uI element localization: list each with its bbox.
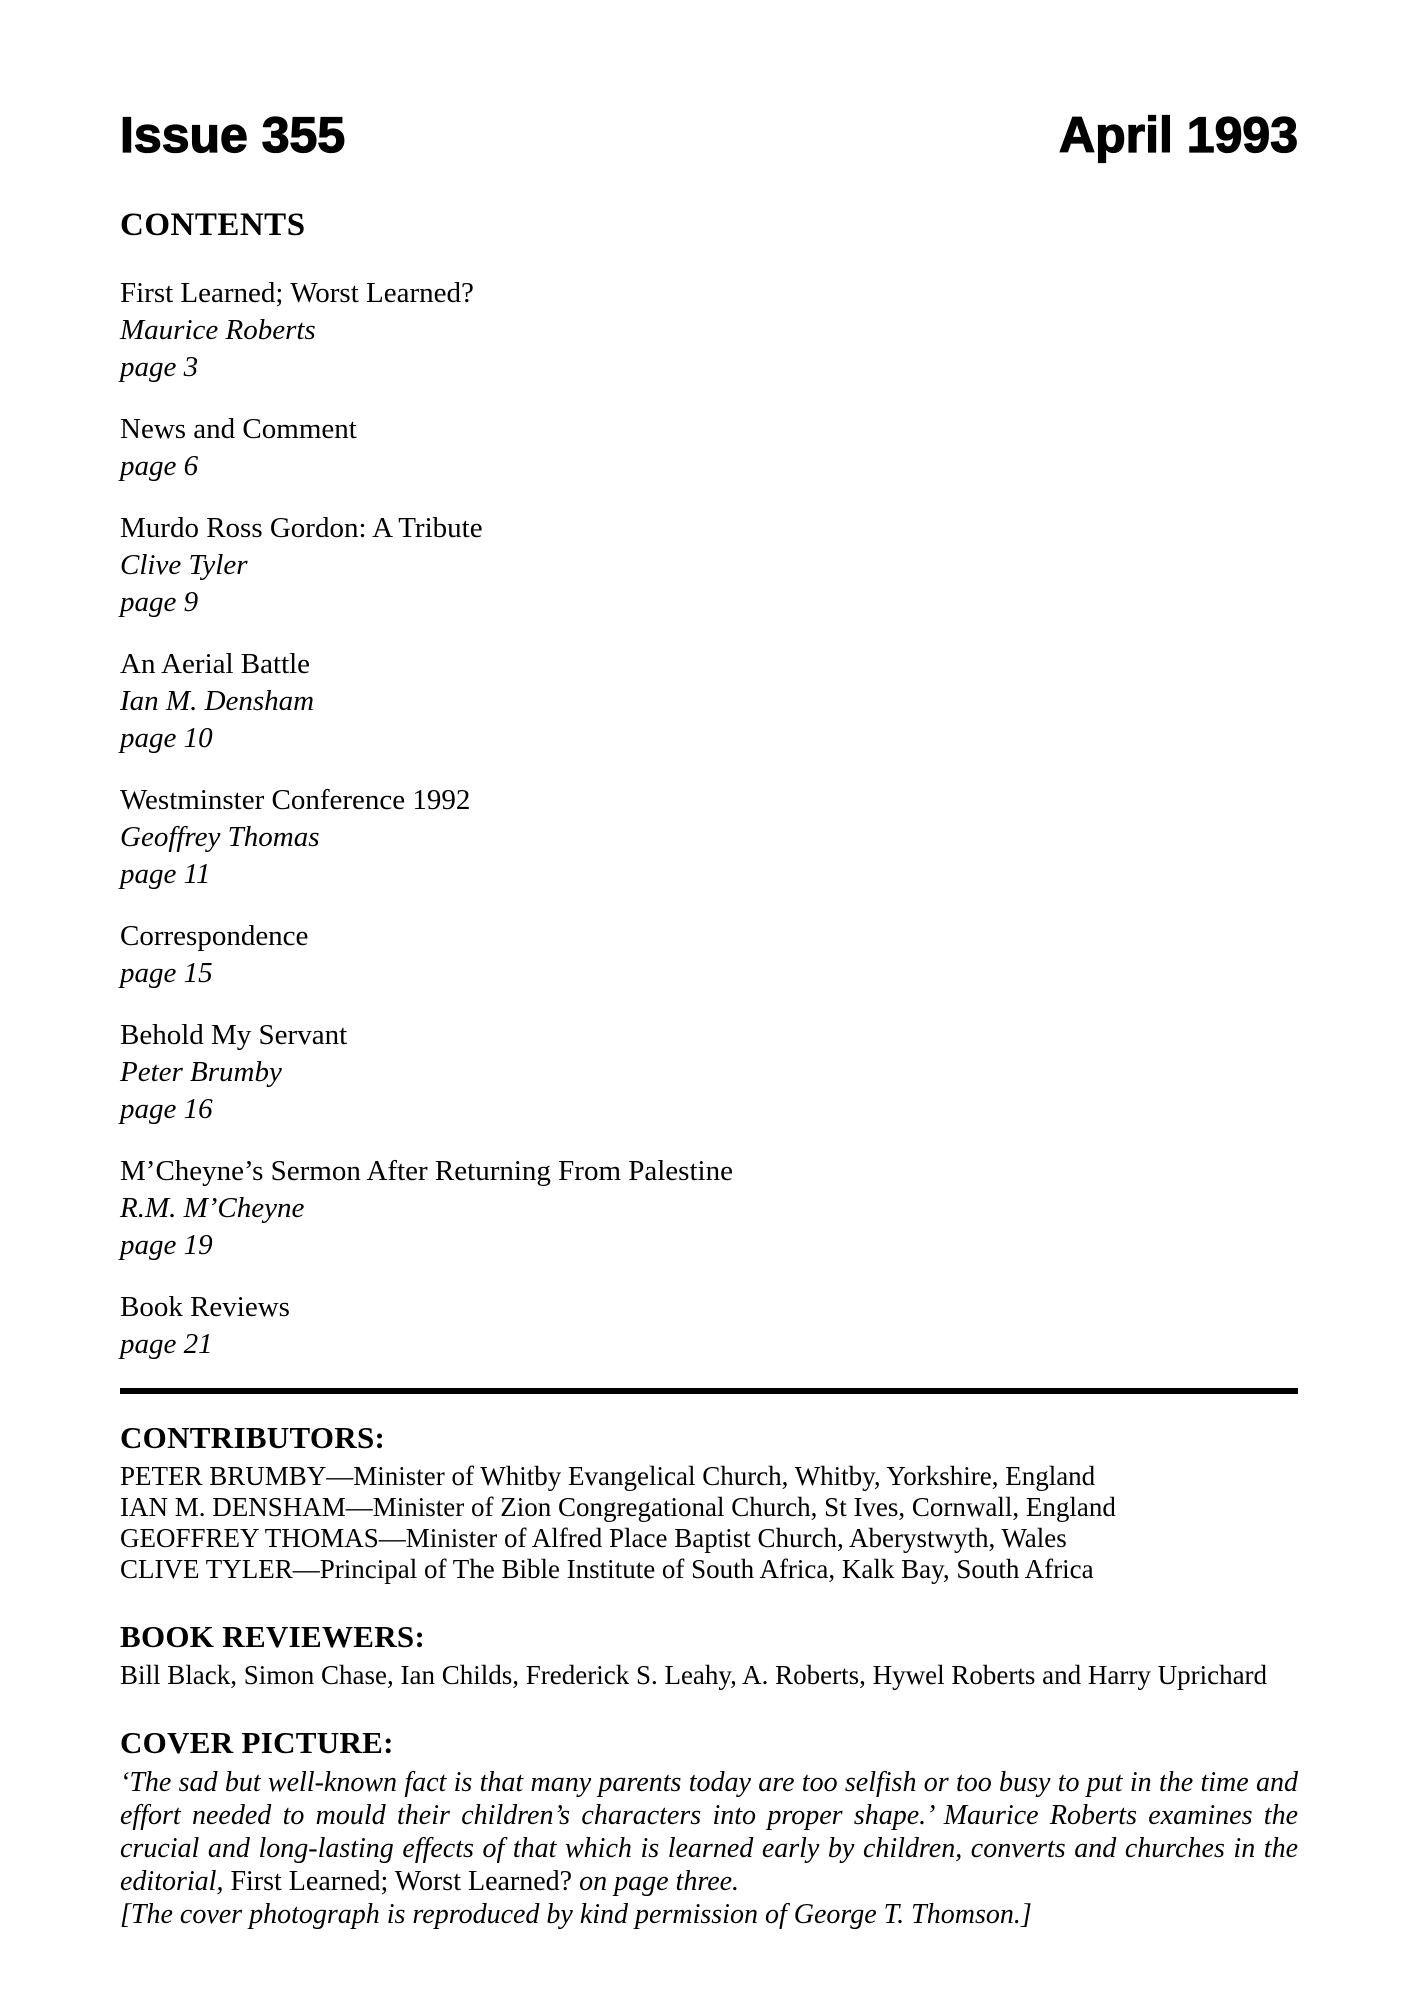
article-page: page 19 xyxy=(120,1229,213,1262)
cover-photo-credit: [The cover photograph is reproduced by kind permission of George T. Thomson.] xyxy=(120,1899,1032,1931)
contributors-heading: CONTRIBUTORS: xyxy=(120,1420,386,1456)
contents-item xyxy=(120,1153,1298,1264)
article-title: M’Cheyne’s Sermon After Returning From Palestine xyxy=(120,1155,733,1188)
article-page: page 16 xyxy=(120,1093,213,1126)
issue-number: Issue 355 xyxy=(120,107,346,163)
book-reviewers-section xyxy=(120,1619,1298,1691)
cover-article-title: First Learned; Worst Learned? xyxy=(230,1866,573,1898)
article-title: Murdo Ross Gordon: A Tribute xyxy=(120,512,483,545)
article-page: page 11 xyxy=(120,858,211,891)
cover-picture-section xyxy=(120,1725,1298,1931)
masthead xyxy=(120,108,1298,163)
article-page: page 3 xyxy=(120,351,199,384)
article-title: Westminster Conference 1992 xyxy=(120,784,471,817)
article-page: page 21 xyxy=(120,1328,213,1361)
cover-picture-description xyxy=(120,1766,1298,1898)
contents-item xyxy=(120,918,1298,992)
contents-item xyxy=(120,1289,1298,1363)
article-title: Book Reviews xyxy=(120,1291,290,1324)
article-title: News and Comment xyxy=(120,413,357,446)
book-reviewers-heading: BOOK REVIEWERS: xyxy=(120,1619,426,1655)
article-title: Correspondence xyxy=(120,920,309,953)
article-title: Behold My Servant xyxy=(120,1019,348,1052)
contents-item xyxy=(120,275,1298,386)
issue-date: April 1993 xyxy=(1058,107,1298,163)
cover-picture-heading: COVER PICTURE: xyxy=(120,1725,394,1761)
article-author: Ian M. Densham xyxy=(120,685,315,718)
article-page: page 9 xyxy=(120,586,199,619)
article-author: Peter Brumby xyxy=(120,1056,282,1089)
article-author: Clive Tyler xyxy=(120,549,248,582)
contributor-entry: IAN M. DENSHAM—Minister of Zion Congregational Church, St Ives, Cornwall, England xyxy=(120,1492,1116,1523)
article-author: Geoffrey Thomas xyxy=(120,821,320,854)
article-page: page 15 xyxy=(120,957,213,990)
article-title: An Aerial Battle xyxy=(120,648,311,681)
contents-item xyxy=(120,1017,1298,1128)
contributor-entry: CLIVE TYLER—Principal of The Bible Institute of South Africa, Kalk Bay, South Africa xyxy=(120,1554,1094,1585)
article-author: Maurice Roberts xyxy=(120,314,316,347)
contributor-entry: GEOFFREY THOMAS—Minister of Alfred Place Baptist Church, Aberystwyth, Wales xyxy=(120,1523,1067,1554)
contents-item xyxy=(120,782,1298,893)
contents-item xyxy=(120,510,1298,621)
cover-quote: ‘The sad but well-known fact is that many parents today are too selfish or too busy to put in the time and effort needed to mould their children’s characters into proper shape.’ Maurice Roberts examines the crucial and long-lasting effects of that which is learned early by children, converts and churches in the editorial, xyxy=(120,1767,1298,1898)
article-page: page 6 xyxy=(120,450,199,483)
book-reviewers-names: Bill Black, Simon Chase, Ian Childs, Frederick S. Leahy, A. Roberts, Hywel Roberts and Harry Uprichard xyxy=(120,1660,1268,1691)
contributors-section xyxy=(120,1420,1298,1585)
contents-list xyxy=(120,275,1298,1363)
section-divider xyxy=(120,1388,1298,1394)
article-author: R.M. M’Cheyne xyxy=(120,1192,305,1225)
contents-item xyxy=(120,646,1298,757)
contents-heading: CONTENTS xyxy=(120,207,306,243)
article-page: page 10 xyxy=(120,722,213,755)
contributor-entry: PETER BRUMBY—Minister of Whitby Evangelical Church, Whitby, Yorkshire, England xyxy=(120,1461,1096,1492)
article-title: First Learned; Worst Learned? xyxy=(120,277,474,310)
contents-item xyxy=(120,411,1298,485)
cover-page-ref: on page three. xyxy=(579,1866,740,1898)
